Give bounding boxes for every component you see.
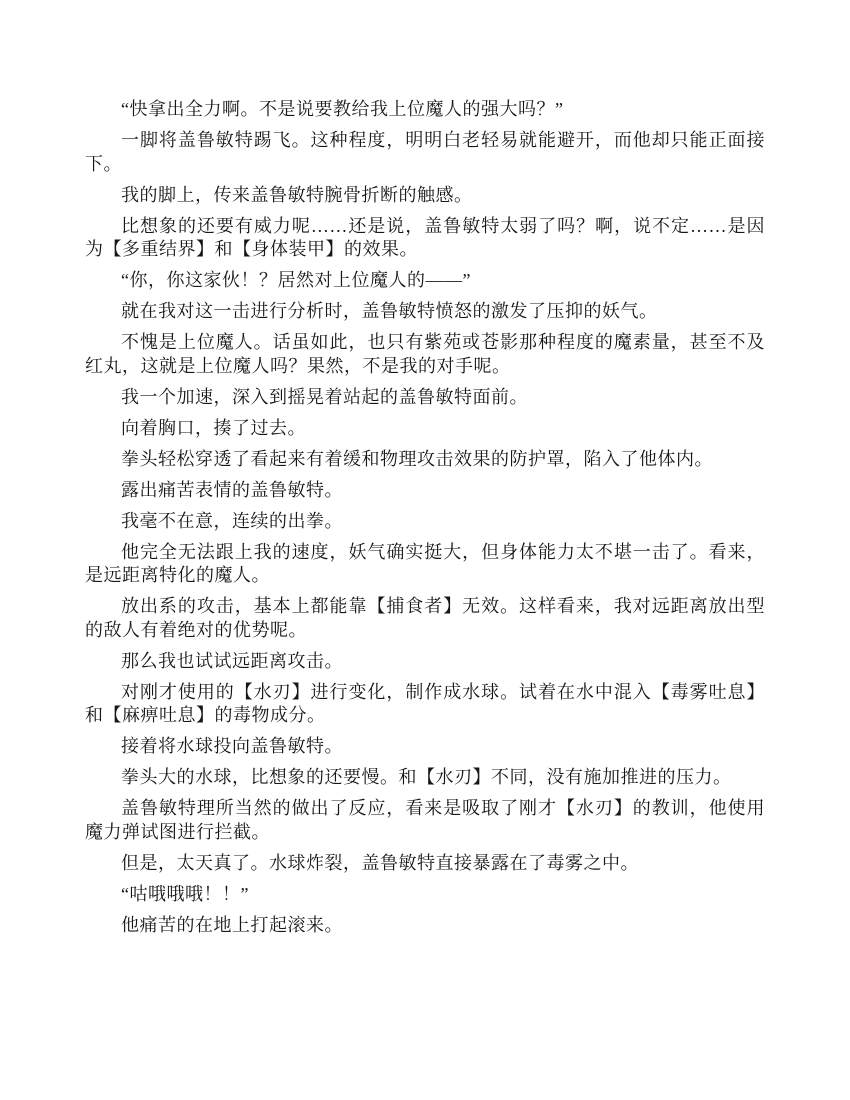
paragraph: 那么我也试试远距离攻击。 xyxy=(121,650,343,671)
paragraph: 露出痛苦表情的盖鲁敏特。 xyxy=(121,479,343,500)
paragraph: 他完全无法跟上我的速度，妖气确实挺大，但身体能力太不堪一击了。看来，是远距离特化的魔人。 xyxy=(85,541,765,585)
page-content xyxy=(85,98,765,945)
paragraph: 我一个加速，深入到摇晃着站起的盖鲁敏特面前。 xyxy=(121,386,528,407)
paragraph: 我毫不在意，连续的出拳。 xyxy=(121,510,343,531)
paragraph: 对刚才使用的【水刃】进行变化，制作成水球。试着在水中混入【毒雾吐息】和【麻痹吐息】的毒物成分。 xyxy=(85,681,765,725)
paragraph: 拳头大的水球，比想象的还要慢。和【水刃】不同，没有施加推进的压力。 xyxy=(121,767,732,787)
paragraph: 盖鲁敏特理所当然的做出了反应，看来是吸取了刚才【水刃】的教训，他使用魔力弹试图进行拦截。 xyxy=(85,798,765,842)
paragraph: 放出系的攻击，基本上都能靠【捕食者】无效。这样看来，我对远距离放出型的敌人有着绝对的优势呢。 xyxy=(85,596,765,640)
paragraph: 拳头轻松穿透了看起来有着缓和物理攻击效果的防护罩，陷入了他体内。 xyxy=(121,448,713,469)
paragraph: 比想象的还要有威力呢……还是说，盖鲁敏特太弱了吗？啊，说不定……是因为【多重结界】和【身体装甲】的效果。 xyxy=(85,215,765,259)
paragraph: “你，你这家伙！？居然对上位魔人的——” xyxy=(121,270,471,290)
paragraph: “咕哦哦哦！！” xyxy=(121,883,249,904)
paragraph: 他痛苦的在地上打起滚来。 xyxy=(121,914,343,935)
paragraph: 就在我对这一击进行分析时，盖鲁敏特愤怒的激发了压抑的妖气。 xyxy=(121,301,658,321)
paragraph: 一脚将盖鲁敏特踢飞。这种程度，明明白老轻易就能避开，而他却只能正面接下。 xyxy=(85,130,765,174)
paragraph: 我的脚上，传来盖鲁敏特腕骨折断的触感。 xyxy=(121,184,473,205)
paragraph: 不愧是上位魔人。话虽如此，也只有紫苑或苍影那种程度的魔素量，甚至不及红丸，这就是上位魔人吗？果然，不是我的对手呢。 xyxy=(85,332,765,376)
paragraph: 接着将水球投向盖鲁敏特。 xyxy=(121,736,343,756)
paragraph: “快拿出全力啊。不是说要教给我上位魔人的强大吗？” xyxy=(121,99,564,119)
paragraph: 但是，太天真了。水球炸裂，盖鲁敏特直接暴露在了毒雾之中。 xyxy=(121,852,639,873)
paragraph: 向着胸口，揍了过去。 xyxy=(121,417,306,438)
